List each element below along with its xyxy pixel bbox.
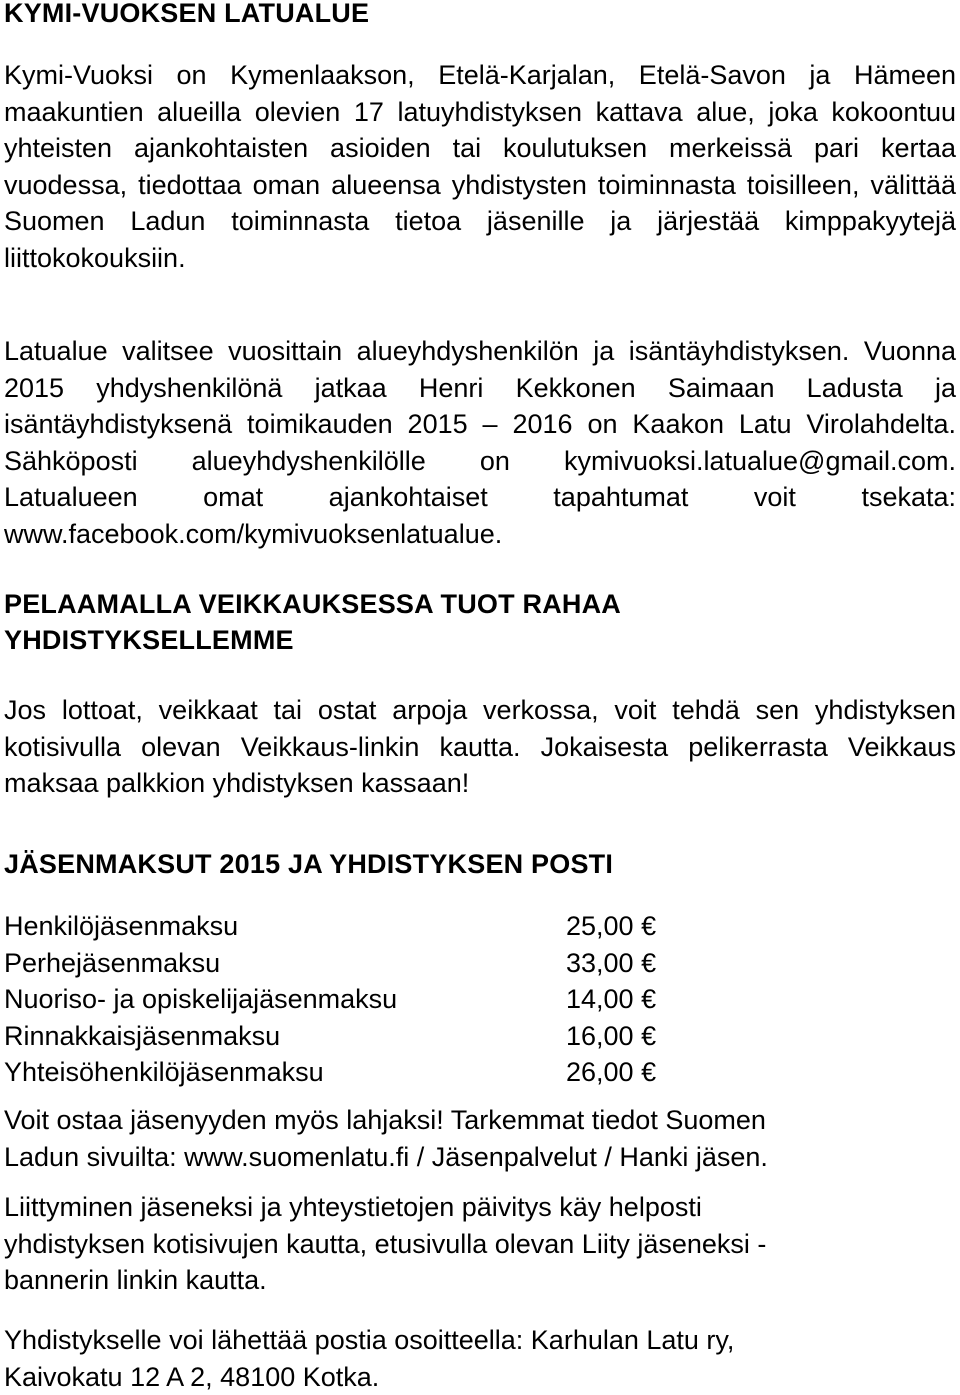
gift-membership-line2: Ladun sivuilta: www.suomenlatu.fi / Jäsenpalvelut / Hanki jäsen.: [4, 1139, 768, 1176]
fee-row: [4, 1054, 956, 1091]
section-title-jasenmaksut: JÄSENMAKSUT 2015 JA YHDISTYKSEN POSTI: [4, 846, 613, 882]
postal-address-paragraph: [4, 1322, 734, 1395]
fee-row: [4, 1018, 956, 1055]
postal-address-line2: Kaivokatu 12 A 2, 48100 Kotka.: [4, 1359, 734, 1395]
section-title-veikkaus-line2: YHDISTYKSELLEMME: [4, 622, 621, 658]
fee-amount: 25,00 €: [566, 908, 656, 945]
fee-amount: 26,00 €: [566, 1054, 656, 1091]
fee-name: Rinnakkaisjäsenmaksu: [4, 1018, 566, 1055]
joining-line1: Liittyminen jäseneksi ja yhteystietojen päivitys käy helposti: [4, 1189, 766, 1226]
section-title-veikkaus-line1: PELAAMALLA VEIKKAUKSESSA TUOT RAHAA: [4, 586, 621, 622]
joining-line3: bannerin linkin kautta.: [4, 1262, 766, 1299]
latualue-contact-paragraph: Latualue valitsee vuosittain alueyhdyshenkilön ja isäntäyhdistyksen. Vuonna 2015 yhdyshenkilönä jatkaa Henri Kekkonen Saimaan Ladusta ja isäntäyhdistyksenä toimikauden 2015 – 2016 on Kaakon Latu Virolahdelta. Sähköposti alueyhdyshenkilölle on kymivuoksi.latualue@gmail.com. Latualueen omat ajankohtaiset tapahtumat voit tsekata: www.facebook.com/kymivuoksenlatualue.: [4, 333, 956, 552]
joining-line2: yhdistyksen kotisivujen kautta, etusivulla olevan Liity jäseneksi -: [4, 1226, 766, 1263]
section-title-latualue: KYMI-VUOKSEN LATUALUE: [4, 0, 369, 31]
fee-name: Henkilöjäsenmaksu: [4, 908, 566, 945]
joining-paragraph: [4, 1189, 766, 1299]
fee-row: [4, 981, 956, 1018]
veikkaus-paragraph: Jos lottoat, veikkaat tai ostat arpoja verkossa, voit tehdä sen yhdistyksen kotisivulla olevan Veikkaus-linkin kautta. Jokaisesta pelikerrasta Veikkaus maksaa palkkion yhdistyksen kassaan!: [4, 692, 956, 802]
postal-address-line1: Yhdistykselle voi lähettää postia osoitteella: Karhulan Latu ry,: [4, 1322, 734, 1359]
fee-amount: 14,00 €: [566, 981, 656, 1018]
fee-name: Nuoriso- ja opiskelijajäsenmaksu: [4, 981, 566, 1018]
fee-row: [4, 908, 956, 945]
fee-row: [4, 945, 956, 982]
gift-membership-line1: Voit ostaa jäsenyyden myös lahjaksi! Tarkemmat tiedot Suomen: [4, 1102, 768, 1139]
fee-name: Yhteisöhenkilöjäsenmaksu: [4, 1054, 566, 1091]
fee-name: Perhejäsenmaksu: [4, 945, 566, 982]
section-title-veikkaus: [4, 586, 621, 658]
fee-amount: 33,00 €: [566, 945, 656, 982]
latualue-intro-paragraph: Kymi-Vuoksi on Kymenlaakson, Etelä-Karjalan, Etelä-Savon ja Hämeen maakuntien alueilla olevien 17 latuyhdistyksen kattava alue, joka kokoontuu yhteisten ajankohtaisten asioiden tai koulutuksen merkeissä pari kertaa vuodessa, tiedottaa oman alueensa yhdistysten toiminnasta toisilleen, välittää Suomen Ladun toiminnasta tietoa jäsenille ja järjestää kimppakyytejä liittokokouksiin.: [4, 57, 956, 276]
gift-membership-paragraph: [4, 1102, 768, 1175]
fee-table: [4, 908, 956, 1091]
fee-amount: 16,00 €: [566, 1018, 656, 1055]
